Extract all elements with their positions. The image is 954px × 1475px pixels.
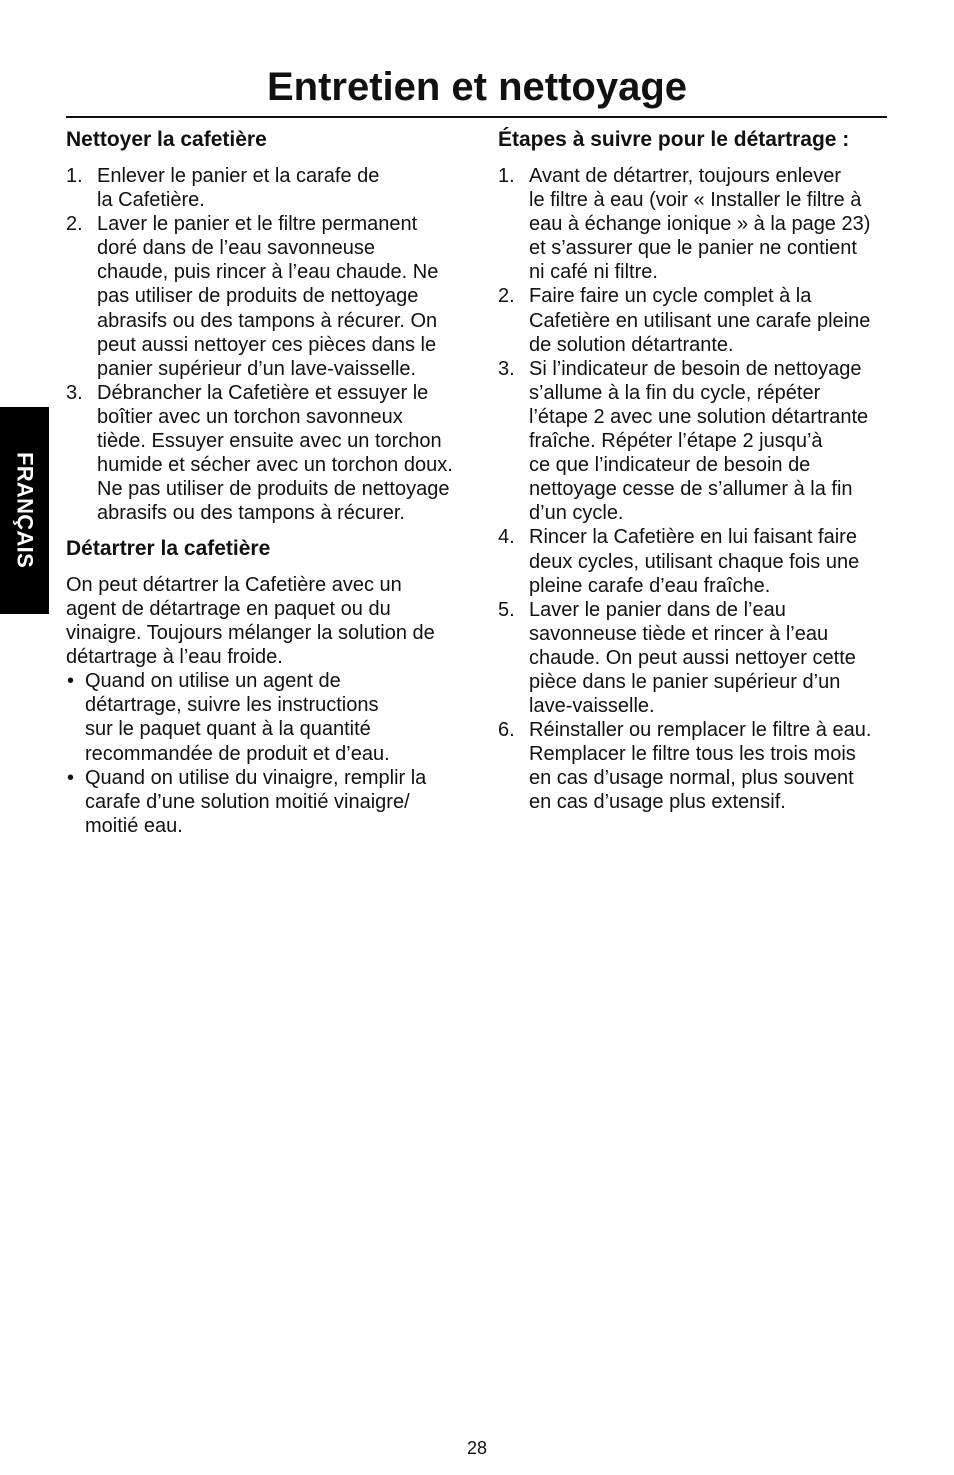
step-number: 6. — [498, 719, 515, 742]
step-text: Réinstaller ou remplacer le filtre à eau. Remplacer le filtre tous les trois mois en cas d’usage normal, plus souvent en cas d’usage plus extensif. — [529, 719, 872, 814]
list-item — [66, 212, 476, 381]
bullet-text: Quand on utilise un agent de détartrage, suivre les instructions sur le paquet quant à la quantité recommandée de produit et d’eau. — [85, 670, 390, 765]
step-number: 2. — [498, 285, 515, 308]
list-item — [498, 284, 928, 356]
section-heading-descaling-steps: Étapes à suivre pour le détartrage : — [498, 128, 850, 151]
list-item — [498, 718, 928, 814]
descaling-steps — [498, 164, 928, 815]
title-rule — [66, 116, 887, 118]
step-number: 3. — [498, 357, 515, 380]
step-text: Enlever le panier et la carafe de la Cafetière. — [97, 165, 380, 212]
bullet-mark: • — [67, 766, 75, 789]
cleaning-steps — [66, 164, 476, 525]
list-item — [498, 525, 928, 597]
list-item — [498, 357, 928, 526]
step-number: 5. — [498, 598, 515, 621]
step-number: 4. — [498, 526, 515, 549]
bullet-text: Quand on utilise du vinaigre, remplir la carafe d’une solution moitié vinaigre/ moitié eau. — [85, 766, 427, 837]
right-column — [498, 128, 928, 826]
page-title: Entretien et nettoyage — [266, 65, 688, 109]
descaling-tips — [66, 669, 476, 838]
step-text: Laver le panier dans de l’eau savonneuse tiède et rincer à l’eau chaude. On peut aussi nettoyer cette pièce dans le panier supérieur d’un lave-vaisselle. — [529, 598, 856, 718]
step-text: Rincer la Cafetière en lui faisant faire deux cycles, utilisant chaque fois une pleine carafe d’eau fraîche. — [529, 526, 860, 597]
step-text: Faire faire un cycle complet à la Cafetière en utilisant une carafe pleine de solution détartrante. — [529, 285, 871, 356]
step-number: 1. — [498, 165, 515, 187]
descaling-intro: On peut détartrer la Cafetière avec un agent de détartrage en paquet ou du vinaigre. Toujours mélanger la solution de détartrage à l’eau froide. — [66, 573, 435, 669]
list-item — [66, 669, 476, 765]
bullet-mark: • — [67, 670, 75, 693]
step-text: Si l’indicateur de besoin de nettoyage s’allume à la fin du cycle, répéter l’étape 2 avec une solution détartrante fraîche. Répéter l’étape 2 jusqu’à ce que l’indicateur de besoin de nettoyage cesse de s’allumer à la fin d’un cycle. — [529, 357, 869, 525]
page-number: 28 — [466, 1438, 488, 1458]
step-text: Débrancher la Cafetière et essuyer le boîtier avec un torchon savonneux tiède. Essuyer ensuite avec un torchon humide et sécher avec un torchon doux. Ne pas utiliser de produits de nettoyage abrasifs ou des tampons à récurer. — [97, 381, 453, 525]
step-number: 3. — [66, 381, 83, 404]
left-column — [66, 128, 476, 838]
list-item — [66, 381, 476, 526]
list-item — [66, 766, 476, 838]
step-number: 1. — [66, 165, 83, 187]
step-text: Avant de détartrer, toujours enlever le filtre à eau (voir « Installer le filtre à eau à échange ionique » à la page 23) et s’assurer que le panier ne contient ni café ni filtre. — [529, 165, 871, 284]
list-item — [498, 598, 928, 718]
language-tab-label: FRANÇAIS — [12, 452, 38, 569]
step-text: Laver le panier et le filtre permanent doré dans de l’eau savonneuse chaude, puis rincer à l’eau chaude. Ne pas utiliser de produits de nettoyage abrasifs ou des tampons à récurer. On peut aussi nettoyer ces pièces dans le panier supérieur d’un lave-vaisselle. — [97, 213, 439, 380]
section-heading-descaling: Détartrer la cafetière — [66, 536, 271, 560]
language-side-tab — [0, 407, 49, 614]
list-item — [498, 164, 928, 284]
section-heading-cleaning: Nettoyer la cafetière — [66, 128, 267, 151]
step-number: 2. — [66, 213, 83, 236]
list-item — [66, 164, 476, 212]
